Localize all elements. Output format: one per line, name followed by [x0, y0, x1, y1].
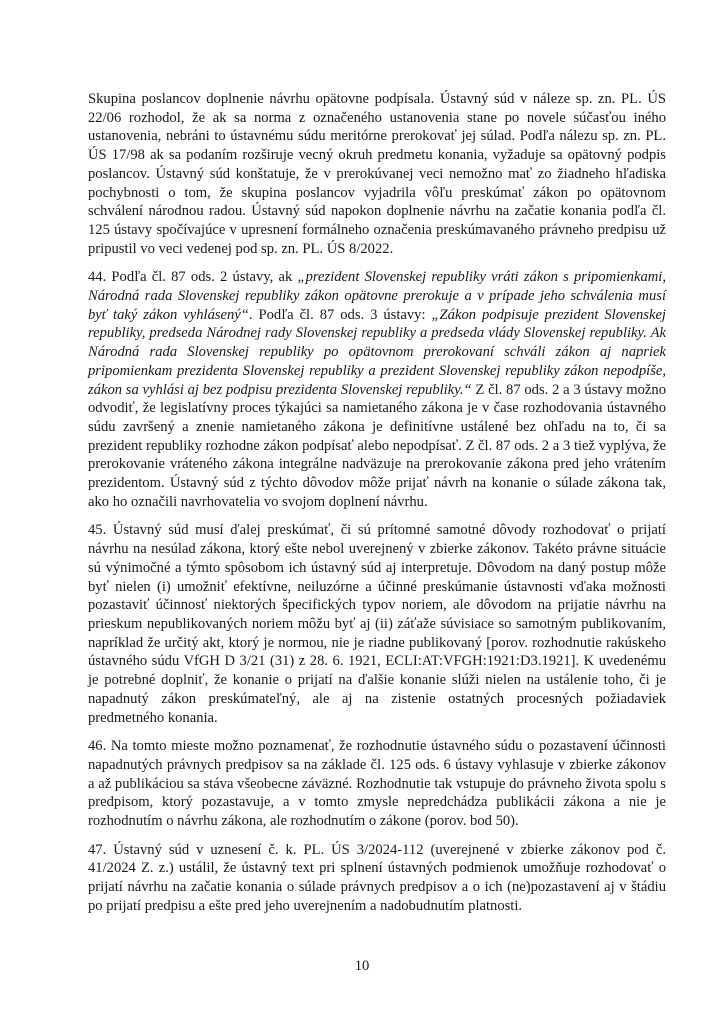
- page-number: 10: [354, 958, 370, 974]
- paragraph-text: 44. Podľa čl. 87 ods. 2 ústavy, ak: [88, 269, 298, 286]
- paragraph-text: Z čl. 87 ods. 2 a 3 ústavy možno odvodiť, že legislatívny proces týkajúci sa namietaného zákona je v čase rozhodovania ústavného súdu završený a znenie namietaného zákona je definitívne ustálené bez ohľadu na to, či sa prezident republiky rozhodne zákon podpísať alebo nepodpísať. Z čl. 87 ods. 2 a 3 tiež vyplýva, že prerokovanie vráteného zákona integrálne nadväzuje na prerokovanie zákona pred jeho vrátením prezidentom. Ústavný súd z týchto dôvodov môže prijať návrh na konanie o súlade zákona tak, ako ho označili navrhovatelia vo svojom doplnení návrhu.: [88, 381, 666, 510]
- paragraph-44: [88, 268, 666, 511]
- paragraph-46: [88, 737, 666, 831]
- paragraph-47: [88, 841, 666, 916]
- paragraph-text: 46. Na tomto mieste možno poznamenať, že rozhodnutie ústavného súdu o pozastavení účinnosti napadnutých právnych predpisov sa na základe čl. 125 ods. 6 ústavy vyhlasuje v zbierke zákonov a až publikáciou sa stáva všeobecne záväzné. Rozhodnutie tak vstupuje do právneho života spolu s predpisom, ktorý pozastavuje, a v tomto zmysle nepredchádza publikácii zákona a nie je rozhodnutím o návrhu zákona, ale rozhodnutím o zákone (porov. bod 50).: [88, 738, 666, 830]
- paragraph-text: 47. Ústavný súd v uznesení č. k. PL. ÚS 3/2024-112 (uverejnené v zbierke zákonov pod č. 41/2024 Z. z.) ustálil, že ústavný text pri splnení ústavných podmienok umožňuje rozhodovať o prijatí návrhu na začatie konania o súlade právnych predpisov a o ich (ne)pozastavení aj v štádiu po prijatí predpisu a ešte pred jeho uverejnením a nadobudnutím platnosti.: [88, 841, 666, 914]
- constitution-quote: „Zákon podpisuje prezident Slovenskej republiky, predseda Národnej rady Slovenskej republiky a predseda vlády Slovenskej republiky. Ak Národná rada Slovenskej republiky po opätovnom prerokovaní schváli zákon aj napriek pripomienkam prezidenta Slovenskej republiky a prezident Slovenskej republiky zákon nepodpíše, zákon sa vyhlási aj bez podpisu prezidenta Slovenskej republiky.“: [88, 306, 666, 398]
- paragraph-text: Skupina poslancov doplnenie návrhu opätovne podpísala. Ústavný súd v náleze sp. zn. PL. ÚS 22/06 rozhodol, že ak sa norma z označeného ustanovenia stane po novele súčasťou iného ustanovenia, nebráni to ústavnému súdu meritórne prerokovať jej súlad. Podľa nálezu sp. zn. PL. ÚS 17/98 ak sa podaním rozširuje vecný okruh predmetu konania, vyžaduje sa opätovný podpis poslancov. Ústavný súd konštatuje, že v prerokúvanej veci nemožno mať zo žiadneho hľadiska pochybnosti o tom, že skupina poslancov vyjadrila vôľu preskúmať zákon po opätovnom schválení národnou radou. Ústavný súd napokon doplnenie návrhu na začatie konania podľa čl. 125 ústavy spočívajúce v upresnení formálneho označenia preskúmavaného právneho predpisu už pripustil vo veci vedenej pod sp. zn. PL. ÚS 8/2022.: [88, 91, 666, 257]
- paragraph-43-continuation: [88, 90, 666, 258]
- paragraph-45: [88, 521, 666, 727]
- constitution-quote: „prezident Slovenskej republiky vráti zákon s pripomienkami, Národná rada Slovenskej republiky zákon opätovne prerokuje a v prípade jeho schválenia musí byť taký zákon vyhlásený“: [88, 269, 666, 323]
- paragraph-text: . Podľa čl. 87 ods. 3 ústavy:: [248, 306, 432, 323]
- paragraph-text: 45. Ústavný súd musí ďalej preskúmať, či sú prítomné samotné dôvody rozhodovať o prijatí návrhu na nesúlad zákona, ktorý ešte nebol uverejnený v zbierke zákonov. Takéto právne situácie sú výnimočné a týmto spôsobom ich ústavný súd aj interpretuje. Dôvodom na daný postup môže byť nielen (i) umožniť efektívne, neiluzórne a účinné preskúmanie ústavnosti vďaka možnosti pozastaviť účinnosť niektorých špecifických typov noriem, ale dôvodom na prijatie návrhu na prieskum nepublikovaných noriem môžu byť aj (ii) záťaže súvisiace so samotným publikovaním, napríklad že určitý akt, ktorý je normou, nie je riadne publikovaný [porov. rozhodnutie rakúskeho ústavného súdu VfGH D 3/21 (31) z 28. 6. 1921, ECLI:AT:VFGH:1921:D3.1921]. K uvedenému je potrebné doplniť, že konanie o prijatí na ďalšie konanie slúži nielen na ustálenie toho, či je napadnutý zákon preskúmateľný, ale aj na zistenie ostatných procesných požiadaviek predmetného konania.: [88, 522, 666, 726]
- document-body: [88, 90, 666, 926]
